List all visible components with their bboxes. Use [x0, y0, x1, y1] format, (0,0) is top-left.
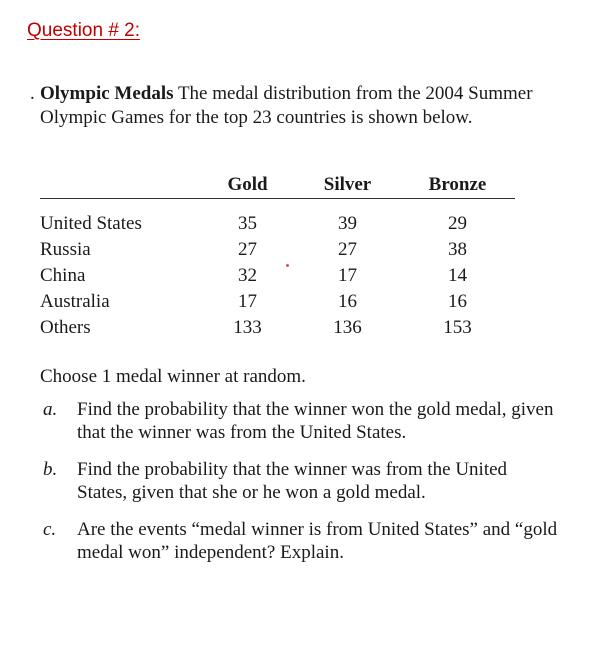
bronze-cell: 14 — [448, 265, 467, 286]
instruction-text: Choose 1 medal winner at random. — [40, 366, 306, 387]
header-silver: Silver — [295, 172, 400, 199]
problem-text: The medal distribution from the 2004 Summer Olympic Games for the top 23 countries is shown below. — [40, 83, 533, 128]
silver-cell: 17 — [338, 265, 357, 286]
country-cell: China — [40, 265, 86, 286]
silver-cell: 39 — [338, 213, 357, 234]
part-a-text: Find the probability that the winner won the gold medal, given that the winner was from the United States. — [77, 399, 554, 443]
question-parts — [40, 398, 560, 578]
country-cell: Russia — [40, 239, 91, 260]
part-c — [40, 518, 560, 564]
country-cell: Australia — [40, 291, 110, 312]
part-c-text: Are the events “medal winner is from United States” and “gold medal won” independent? Explain. — [77, 519, 558, 563]
bronze-cell: 16 — [448, 291, 467, 312]
header-blank — [40, 172, 200, 199]
table-row — [40, 237, 515, 263]
silver-cell: 27 — [338, 239, 357, 260]
intro-bullet: . — [30, 83, 35, 104]
question-heading: Question # 2: — [27, 20, 141, 41]
table-row — [40, 263, 515, 289]
table-row — [40, 289, 515, 315]
table-row — [40, 199, 515, 238]
part-b — [40, 458, 560, 504]
table-row — [40, 315, 515, 341]
part-a-letter: a. — [43, 399, 58, 420]
table-header-row — [40, 172, 515, 199]
part-b-letter: b. — [43, 459, 58, 480]
bronze-cell: 153 — [443, 317, 472, 338]
gold-cell: 133 — [233, 317, 262, 338]
gold-cell: 32 — [238, 265, 257, 286]
gold-cell: 27 — [238, 239, 257, 260]
bronze-cell: 38 — [448, 239, 467, 260]
part-b-text: Find the probability that the winner was from the United States, given that she or he won a gold medal. — [77, 459, 508, 503]
part-c-letter: c. — [43, 519, 57, 540]
medal-table — [40, 172, 515, 341]
problem-intro — [30, 82, 580, 130]
stray-dot-mark — [286, 264, 289, 267]
gold-cell: 35 — [238, 213, 257, 234]
country-cell: Others — [40, 317, 91, 338]
silver-cell: 16 — [338, 291, 357, 312]
gold-cell: 17 — [238, 291, 257, 312]
part-a — [40, 398, 560, 444]
silver-cell: 136 — [333, 317, 362, 338]
problem-title: Olympic Medals — [40, 83, 174, 104]
bronze-cell: 29 — [448, 213, 467, 234]
header-bronze: Bronze — [400, 172, 515, 199]
country-cell: United States — [40, 213, 142, 234]
header-gold: Gold — [200, 172, 295, 199]
